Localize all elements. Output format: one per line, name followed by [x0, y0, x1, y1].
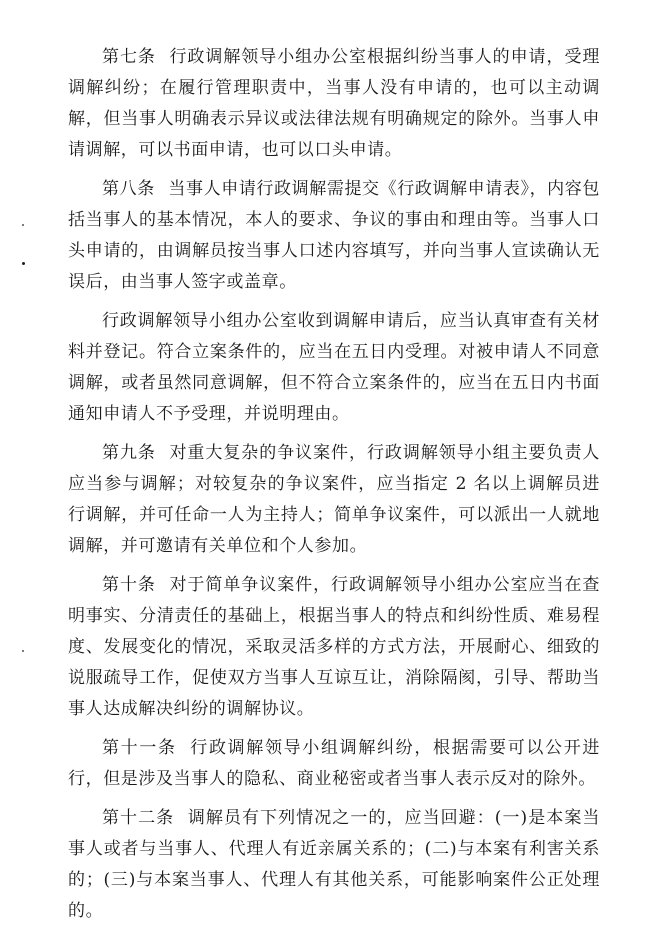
- article-10: [68, 570, 600, 725]
- article-heading: 第九条: [102, 443, 156, 463]
- article-text: 行政调解领导小组调解纠纷，根据需要可以公开进行，但是涉及当事人的隐私、商业秘密或者当事人表示反对的除外。: [68, 738, 600, 789]
- article-heading: 第十一条: [102, 738, 177, 758]
- article-text: 行政调解领导小组办公室收到调解申请后，应当认真审查有关材料并登记。符合立案条件的，应当在五日内受理。对被申请人不同意调解，或者虽然同意调解，但不符合立案条件的，应当在五日内书面通知申请人不予受理，并说明理由。: [68, 311, 600, 424]
- article-9: [68, 438, 600, 562]
- scan-mark: [22, 650, 24, 652]
- scan-mark: [22, 224, 24, 226]
- article-text: 调解员有下列情况之一的，应当回避：(一)是本案当事人或者与当事人、代理人有近亲属关系的；(二)与本案有利害关系的；(三)与本案当事人、代理人有其他关系，可能影响案件公正处理的。: [68, 808, 600, 921]
- document-page: [68, 42, 600, 935]
- article-8-continued: [68, 306, 600, 430]
- article-heading: 第八条: [102, 179, 155, 199]
- scan-mark: [22, 262, 25, 265]
- article-heading: 第十二条: [102, 808, 175, 828]
- article-heading: 第十条: [102, 575, 156, 595]
- article-12: [68, 803, 600, 927]
- article-7: [68, 42, 600, 166]
- article-8: [68, 174, 600, 298]
- article-11: [68, 733, 600, 795]
- article-text: 行政调解领导小组办公室根据纠纷当事人的申请，受理调解纠纷；在履行管理职责中，当事人没有申请的，也可以主动调解，但当事人明确表示异议或法律法规有明确规定的除外。当事人申请调解，可以书面申请，也可以口头申请。: [68, 47, 600, 160]
- article-heading: 第七条: [102, 47, 156, 67]
- article-text: 当事人申请行政调解需提交《行政调解申请表》，内容包括当事人的基本情况，本人的要求、争议的事由和理由等。当事人口头申请的，由调解员按当事人口述内容填写，并向当事人宣读确认无误后，由当事人签字或盖章。: [68, 179, 600, 292]
- article-text: 对重大复杂的争议案件，行政调解领导小组主要负责人应当参与调解；对较复杂的争议案件，应当指定 2 名以上调解员进行调解，并可任命一人为主持人；简单争议案件，可以派出一人就地调解，并可邀请有关单位和个人参加。: [68, 443, 600, 556]
- article-text: 对于简单争议案件，行政调解领导小组办公室应当在查明事实、分清责任的基础上，根据当事人的特点和纠纷性质、难易程度、发展变化的情况，采取灵活多样的方式方法，开展耐心、细致的说服疏导工作，促使双方当事人互谅互让，消除隔阂，引导、帮助当事人达成解决纠纷的调解协议。: [68, 575, 600, 719]
